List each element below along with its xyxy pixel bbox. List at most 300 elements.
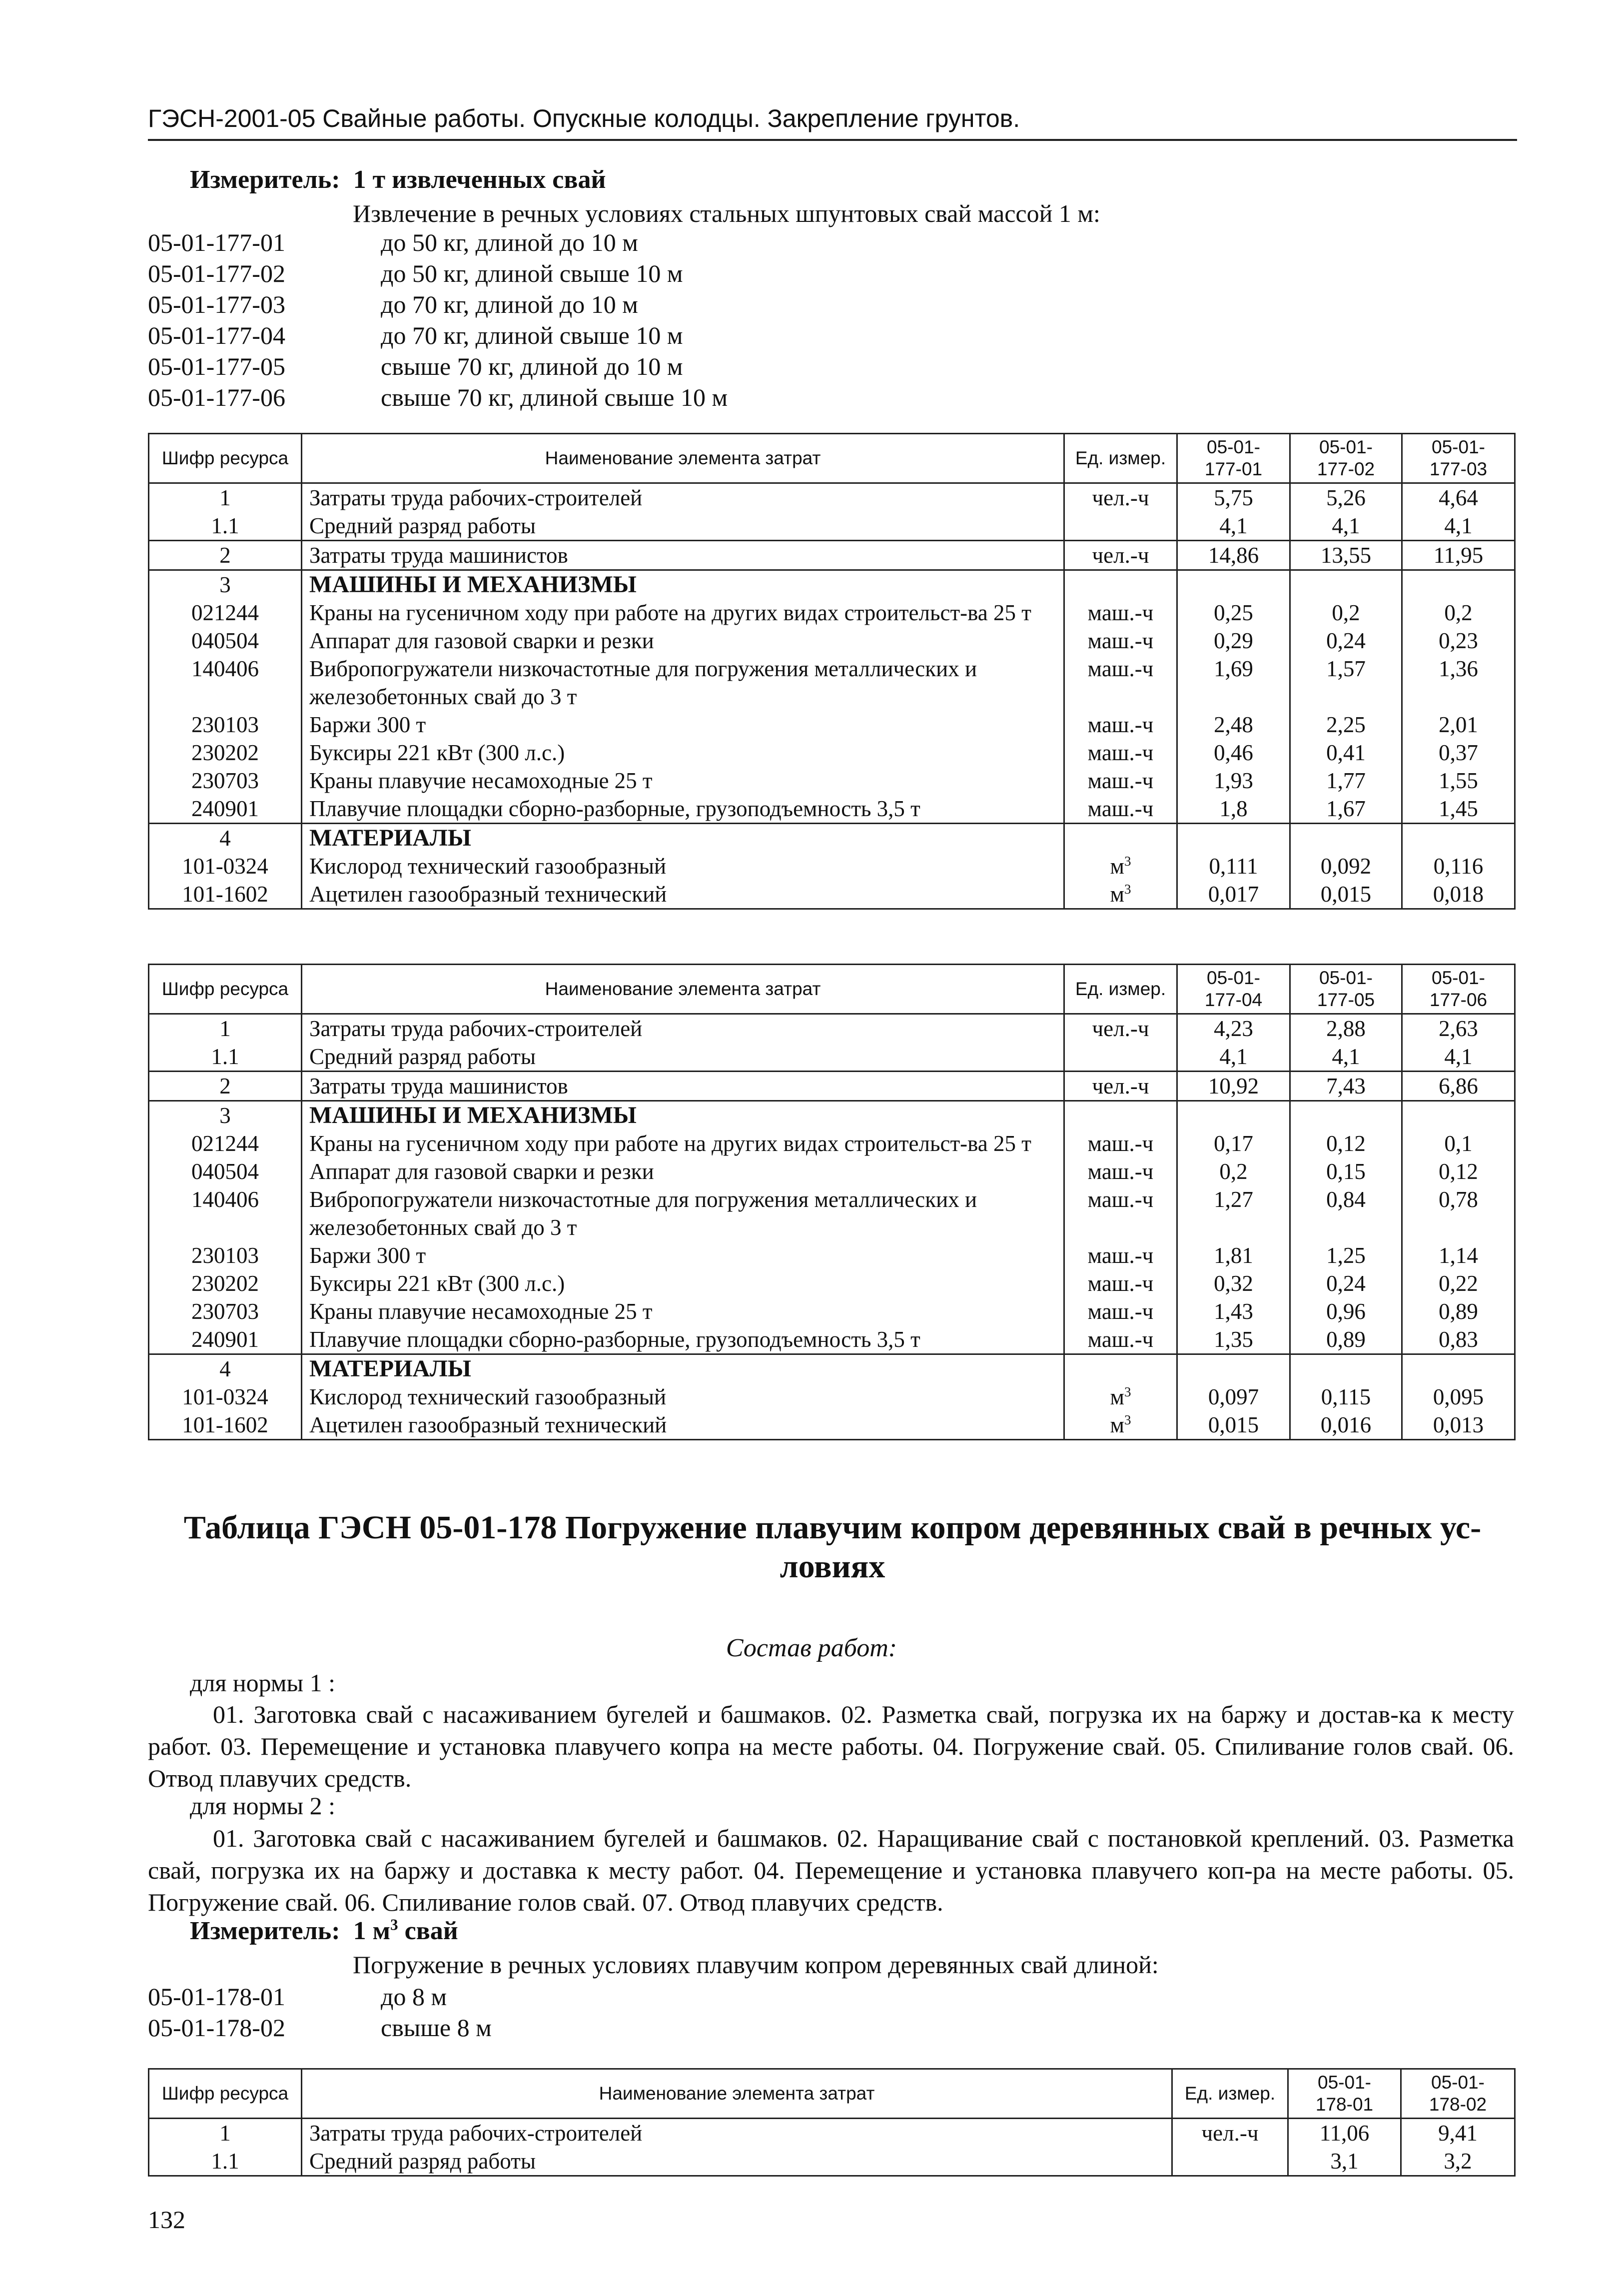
resource-code: 140406 [149, 1185, 302, 1241]
norm-value: 0,84 [1290, 1185, 1402, 1241]
unit-text: маш.-ч [1087, 600, 1154, 625]
resource-name: МАТЕРИАЛЫ [302, 1354, 1064, 1383]
resource-name: Затраты труда рабочих-строителей [302, 2119, 1172, 2148]
unit-text: чел.-ч [1092, 485, 1149, 510]
norm-value: 0,015 [1177, 1411, 1290, 1440]
norm-value: 0,32 [1177, 1269, 1290, 1297]
table-row [149, 1354, 1515, 1383]
norm-value: 0,22 [1402, 1269, 1515, 1297]
resource-code: 230202 [149, 1269, 302, 1297]
table-header-row [149, 2069, 1515, 2119]
resource-name: Плавучие площадки сборно-разборные, грузоподъемность 3,5 т [302, 1325, 1064, 1354]
norm2-text: 01. Заготовка свай с насаживанием бугелей и башмаков. 02. Наращивание свай с постановкой креплений. 03. Разметка свай, погрузка их на баржу и доставка к месту работ. 04. Перемещение и установка плавучего коп-ра на месте работы. 05. Погружение свай. 06. Спиливание голов свай. 07. Отвод плавучих средств. [148, 1824, 1514, 1916]
resource-table-177-04-06 [148, 964, 1516, 1440]
resource-name: Вибропогружатели низкочастотные для погружения металлических и железобетонных свай до 3 т [302, 1185, 1064, 1241]
resource-code: 230202 [149, 739, 302, 767]
resource-name: Кислород технический газообразный [302, 852, 1064, 880]
unit-text: маш.-ч [1087, 740, 1154, 765]
table-row [149, 2119, 1515, 2148]
norm-value [1177, 824, 1290, 853]
norm-value: 1,93 [1177, 767, 1290, 795]
resource-code: 101-1602 [149, 1411, 302, 1440]
table-header-row [149, 434, 1515, 483]
resource-unit [1064, 1101, 1177, 1130]
code-row [148, 321, 728, 352]
resource-code: 4 [149, 824, 302, 853]
table-row [149, 824, 1515, 853]
norm-text: до 50 кг, длиной свыше 10 м [381, 259, 683, 287]
norm-value: 0,15 [1290, 1157, 1402, 1185]
resource-unit [1064, 1185, 1177, 1241]
norm-value: 0,116 [1402, 852, 1515, 880]
resource-name: Буксиры 221 кВт (300 л.с.) [302, 1269, 1064, 1297]
norm-text: свыше 70 кг, длиной свыше 10 м [381, 383, 728, 411]
header-name: Наименование элемента затрат [302, 965, 1064, 1014]
unit-text: чел.-ч [1092, 1016, 1149, 1041]
unit-text: маш.-ч [1087, 1131, 1154, 1156]
norm-value: 2,48 [1177, 711, 1290, 739]
code-row [148, 259, 728, 290]
resource-code: 1.1 [149, 1043, 302, 1072]
norm-value: 13,55 [1290, 541, 1402, 570]
resource-code: 230703 [149, 767, 302, 795]
norm-value: 1,67 [1290, 795, 1402, 824]
norm-value: 0,29 [1177, 627, 1290, 655]
resource-unit [1064, 795, 1177, 824]
unit-superscript: 3 [1124, 882, 1131, 897]
norm-value: 0,89 [1290, 1325, 1402, 1354]
table-row [149, 1101, 1515, 1130]
resource-unit [1064, 1297, 1177, 1325]
table-title-178: Таблица ГЭСН 05-01-178 Погружение плавучим копром деревянных свай в речных ус-ловиях [183, 1509, 1482, 1585]
header-norm-column: 05-01- 177-03 [1402, 434, 1515, 483]
norm-code: 05-01-177-04 [148, 321, 285, 349]
resource-code: 040504 [149, 627, 302, 655]
resource-unit [1064, 541, 1177, 570]
resource-unit [1064, 1241, 1177, 1269]
norm-value: 0,2 [1177, 1157, 1290, 1185]
measure-label: Измеритель: [190, 1917, 340, 1945]
table-row [149, 655, 1515, 711]
table-row [149, 599, 1515, 627]
code-row [148, 2013, 492, 2044]
resource-unit [1064, 824, 1177, 853]
table-row [149, 852, 1515, 880]
norm-value [1290, 1354, 1402, 1383]
resource-unit [1172, 2147, 1288, 2176]
resource-code: 021244 [149, 599, 302, 627]
resource-name: МАТЕРИАЛЫ [302, 824, 1064, 853]
norm-value: 14,86 [1177, 541, 1290, 570]
norm-code: 05-01-177-02 [148, 259, 285, 287]
header-unit: Ед. измер. [1064, 965, 1177, 1014]
resource-unit [1064, 655, 1177, 711]
table-row [149, 739, 1515, 767]
resource-code: 240901 [149, 1325, 302, 1354]
norm-value: 4,23 [1177, 1014, 1290, 1043]
norm-value: 4,1 [1402, 512, 1515, 541]
header-norm-column: 05-01- 177-02 [1290, 434, 1402, 483]
norm-value: 11,06 [1288, 2119, 1401, 2148]
norm-text: до 70 кг, длиной до 10 м [381, 290, 638, 318]
unit-text: маш.-ч [1087, 1243, 1154, 1268]
resource-name: Краны на гусеничном ходу при работе на других видах строительст-ва 25 т [302, 1130, 1064, 1157]
table-row [149, 1043, 1515, 1072]
unit-text: маш.-ч [1087, 768, 1154, 793]
unit-text: м [1110, 854, 1124, 879]
norm-value: 6,86 [1402, 1072, 1515, 1101]
resource-code: 021244 [149, 1130, 302, 1157]
norm-value [1177, 570, 1290, 599]
resource-name: Затраты труда рабочих-строителей [302, 1014, 1064, 1043]
norm-value [1290, 1101, 1402, 1130]
header-norm-column: 05-01- 178-01 [1288, 2069, 1401, 2119]
resource-unit [1064, 1354, 1177, 1383]
resource-name: Кислород технический газообразный [302, 1383, 1064, 1411]
resource-unit [1064, 711, 1177, 739]
norm-text: до 50 кг, длиной до 10 м [381, 228, 638, 256]
resource-unit [1064, 767, 1177, 795]
resource-name: Краны плавучие несамоходные 25 т [302, 767, 1064, 795]
resource-code: 1 [149, 1014, 302, 1043]
norm-value: 0,092 [1290, 852, 1402, 880]
norm-text: до 70 кг, длиной свыше 10 м [381, 321, 683, 349]
table-row [149, 1072, 1515, 1101]
norm-value: 0,095 [1402, 1383, 1515, 1411]
resource-name: Средний разряд работы [302, 1043, 1064, 1072]
resource-unit [1064, 852, 1177, 880]
norm-value: 4,1 [1177, 1043, 1290, 1072]
resource-name: Аппарат для газовой сварки и резки [302, 627, 1064, 655]
norm1-text: 01. Заготовка свай с насаживанием бугелей и башмаков. 02. Разметка свай, погрузка их на баржу и достав-ка к месту работ. 03. Перемещение и установка плавучего копра на месте работы. 04. Погружение свай. 05. Спиливание голов свай. 06. Отвод плавучих средств. [148, 1700, 1514, 1792]
resource-name: Ацетилен газообразный технический [302, 880, 1064, 909]
header-code: Шифр ресурса [149, 965, 302, 1014]
norm-value: 0,23 [1402, 627, 1515, 655]
resource-code: 2 [149, 541, 302, 570]
unit-text: маш.-ч [1087, 1159, 1154, 1184]
composition-title: Состав работ: [726, 1634, 897, 1662]
resource-name: Баржи 300 т [302, 1241, 1064, 1269]
table-row [149, 1014, 1515, 1043]
norm-code: 05-01-177-05 [148, 352, 285, 380]
norm-value: 2,88 [1290, 1014, 1402, 1043]
resource-code: 4 [149, 1354, 302, 1383]
resource-name: МАШИНЫ И МЕХАНИЗМЫ [302, 1101, 1064, 1130]
resource-name: Затраты труда машинистов [302, 1072, 1064, 1101]
norm-value: 0,46 [1177, 739, 1290, 767]
norm-value: 1,25 [1290, 1241, 1402, 1269]
norm-value: 0,097 [1177, 1383, 1290, 1411]
resource-unit [1172, 2119, 1288, 2148]
header-code: Шифр ресурса [149, 434, 302, 483]
table-row [149, 1241, 1515, 1269]
resource-code: 230103 [149, 711, 302, 739]
table-row [149, 570, 1515, 599]
norm-value: 0,1 [1402, 1130, 1515, 1157]
norm-value: 0,12 [1402, 1157, 1515, 1185]
resource-code: 101-0324 [149, 852, 302, 880]
norm-value: 4,1 [1177, 512, 1290, 541]
resource-code: 1 [149, 483, 302, 512]
resource-unit [1064, 1130, 1177, 1157]
norm-value: 0,37 [1402, 739, 1515, 767]
norm-text: свыше 8 м [381, 2014, 492, 2042]
code-row [148, 383, 728, 414]
unit-text: чел.-ч [1201, 2121, 1259, 2146]
resource-name: Буксиры 221 кВт (300 л.с.) [302, 739, 1064, 767]
table-row [149, 627, 1515, 655]
unit-text: чел.-ч [1092, 543, 1149, 568]
resource-unit [1064, 739, 1177, 767]
unit-text: маш.-ч [1087, 628, 1154, 653]
resource-name: Затраты труда рабочих-строителей [302, 483, 1064, 512]
norm-value: 4,64 [1402, 483, 1515, 512]
resource-name: Аппарат для газовой сварки и резки [302, 1157, 1064, 1185]
norm-value [1402, 1101, 1515, 1130]
resource-unit [1064, 570, 1177, 599]
norm-value: 2,63 [1402, 1014, 1515, 1043]
unit-text: м [1110, 882, 1124, 907]
norm-value [1177, 1354, 1290, 1383]
intro-177: Извлечение в речных условиях стальных шпунтовых свай массой 1 м: [353, 199, 1100, 227]
table-row [149, 711, 1515, 739]
table-row [149, 1157, 1515, 1185]
norm-value: 3,1 [1288, 2147, 1401, 2176]
resource-code: 140406 [149, 655, 302, 711]
resource-code: 230703 [149, 1297, 302, 1325]
norm-value [1290, 824, 1402, 853]
resource-unit [1064, 1157, 1177, 1185]
unit-text: м [1110, 1384, 1124, 1409]
norm-value [1290, 570, 1402, 599]
unit-text: чел.-ч [1092, 1074, 1149, 1099]
norm-value [1402, 570, 1515, 599]
norm-value: 1,14 [1402, 1241, 1515, 1269]
intro-178: Погружение в речных условиях плавучим копром деревянных свай длиной: [353, 1951, 1159, 1979]
norm-value: 1,69 [1177, 655, 1290, 711]
resource-name: Краны плавучие несамоходные 25 т [302, 1297, 1064, 1325]
measure-value-post: свай [398, 1917, 458, 1945]
header-name: Наименование элемента затрат [302, 2069, 1172, 2119]
table-row [149, 1383, 1515, 1411]
resource-unit [1064, 512, 1177, 541]
resource-code: 3 [149, 1101, 302, 1130]
table-row [149, 541, 1515, 570]
norm-value: 0,83 [1402, 1325, 1515, 1354]
resource-unit [1064, 1325, 1177, 1354]
norm-value: 0,12 [1290, 1130, 1402, 1157]
resource-name: Средний разряд работы [302, 2147, 1172, 2176]
unit-superscript: 3 [1124, 1384, 1131, 1399]
measure-sup: 3 [390, 1916, 398, 1934]
page-number: 132 [148, 2206, 185, 2234]
norm-value: 0,24 [1290, 1269, 1402, 1297]
measure-177 [190, 165, 606, 194]
norm-code: 05-01-177-01 [148, 228, 285, 256]
code-row [148, 1982, 492, 2013]
norm-value: 0,2 [1402, 599, 1515, 627]
unit-text: маш.-ч [1087, 1271, 1154, 1296]
norm-value: 0,017 [1177, 880, 1290, 909]
norm-value: 11,95 [1402, 541, 1515, 570]
resource-name: Ацетилен газообразный технический [302, 1411, 1064, 1440]
unit-text: маш.-ч [1087, 1299, 1154, 1324]
norm-code: 05-01-178-01 [148, 1983, 285, 2011]
resource-name: Средний разряд работы [302, 512, 1064, 541]
measure-value: 1 т извлеченных свай [353, 165, 606, 194]
table-row [149, 1269, 1515, 1297]
norm-value: 2,01 [1402, 711, 1515, 739]
norm-value: 1,35 [1177, 1325, 1290, 1354]
unit-superscript: 3 [1124, 1412, 1131, 1427]
unit-text: маш.-ч [1087, 1327, 1154, 1352]
header-norm-column: 05-01- 177-05 [1290, 965, 1402, 1014]
table-row [149, 483, 1515, 512]
resource-unit [1064, 627, 1177, 655]
norm-value: 0,015 [1290, 880, 1402, 909]
resource-code: 3 [149, 570, 302, 599]
norm-value: 0,2 [1290, 599, 1402, 627]
norm-value: 0,24 [1290, 627, 1402, 655]
norm-value: 0,013 [1402, 1411, 1515, 1440]
norm-value [1402, 824, 1515, 853]
resource-code: 101-1602 [149, 880, 302, 909]
table-row [149, 512, 1515, 541]
table-row [149, 1185, 1515, 1241]
resource-code: 1.1 [149, 512, 302, 541]
code-row [148, 228, 728, 259]
unit-superscript: 3 [1124, 854, 1131, 869]
norm-value: 1,36 [1402, 655, 1515, 711]
resource-unit [1064, 880, 1177, 909]
norm-value: 0,018 [1402, 880, 1515, 909]
header-name: Наименование элемента затрат [302, 434, 1064, 483]
header-code: Шифр ресурса [149, 2069, 302, 2119]
resource-unit [1064, 1383, 1177, 1411]
table-header-row [149, 965, 1515, 1014]
norm-value: 4,1 [1402, 1043, 1515, 1072]
norm-value: 4,1 [1290, 1043, 1402, 1072]
resource-name: Затраты труда машинистов [302, 541, 1064, 570]
resource-name: Баржи 300 т [302, 711, 1064, 739]
resource-name: Вибропогружатели низкочастотные для погружения металлических и железобетонных свай до 3 т [302, 655, 1064, 711]
resource-unit [1064, 483, 1177, 512]
norm-value: 1,8 [1177, 795, 1290, 824]
norm-value: 1,45 [1402, 795, 1515, 824]
resource-unit [1064, 1014, 1177, 1043]
norm-value: 0,25 [1177, 599, 1290, 627]
table-row [149, 1325, 1515, 1354]
resource-code: 230103 [149, 1241, 302, 1269]
norm-value: 5,26 [1290, 483, 1402, 512]
unit-text: маш.-ч [1087, 796, 1154, 821]
header-norm-column: 05-01- 177-01 [1177, 434, 1290, 483]
header-norm-column: 05-01- 177-04 [1177, 965, 1290, 1014]
code-list-178 [148, 1982, 492, 2044]
table-row [149, 880, 1515, 909]
table-row [149, 1297, 1515, 1325]
resource-table-177-01-03 [148, 433, 1516, 910]
norm-value: 4,1 [1290, 512, 1402, 541]
norm-value: 0,111 [1177, 852, 1290, 880]
resource-unit [1064, 1043, 1177, 1072]
norm1-label: для нормы 1 : [190, 1669, 336, 1697]
norm-value: 5,75 [1177, 483, 1290, 512]
norm-value: 2,25 [1290, 711, 1402, 739]
norm-value [1177, 1101, 1290, 1130]
norm-value: 1,77 [1290, 767, 1402, 795]
unit-text: м [1110, 1412, 1124, 1437]
measure-label: Измеритель: [190, 165, 340, 194]
norm-value: 1,27 [1177, 1185, 1290, 1241]
norm-value: 0,89 [1402, 1297, 1515, 1325]
header-unit: Ед. измер. [1064, 434, 1177, 483]
table-row [149, 1130, 1515, 1157]
norm-value: 1,57 [1290, 655, 1402, 711]
norm-value: 1,81 [1177, 1241, 1290, 1269]
norm-value [1402, 1354, 1515, 1383]
resource-unit [1064, 1269, 1177, 1297]
running-header: ГЭСН-2001-05 Свайные работы. Опускные колодцы. Закрепление грунтов. [148, 104, 1517, 141]
resource-code: 1.1 [149, 2147, 302, 2176]
resource-unit [1064, 1411, 1177, 1440]
resource-name: МАШИНЫ И МЕХАНИЗМЫ [302, 570, 1064, 599]
norm-value: 10,92 [1177, 1072, 1290, 1101]
norm-value: 1,55 [1402, 767, 1515, 795]
code-row [148, 352, 728, 383]
header-norm-column: 05-01- 177-06 [1402, 965, 1515, 1014]
norm-value: 1,43 [1177, 1297, 1290, 1325]
norm-value: 7,43 [1290, 1072, 1402, 1101]
norm-text: свыше 70 кг, длиной до 10 м [381, 352, 683, 380]
resource-name: Краны на гусеничном ходу при работе на других видах строительст-ва 25 т [302, 599, 1064, 627]
unit-text: маш.-ч [1087, 1187, 1154, 1212]
norm-value: 0,96 [1290, 1297, 1402, 1325]
norm-value: 9,41 [1401, 2119, 1515, 2148]
resource-code: 240901 [149, 795, 302, 824]
measure-value: 1 м [353, 1917, 391, 1945]
resource-unit [1064, 599, 1177, 627]
resource-name: Плавучие площадки сборно-разборные, грузоподъемность 3,5 т [302, 795, 1064, 824]
norm-code: 05-01-178-02 [148, 2014, 285, 2042]
norm-value: 3,2 [1401, 2147, 1515, 2176]
norm-code: 05-01-177-03 [148, 290, 285, 318]
resource-unit [1064, 1072, 1177, 1101]
code-row [148, 290, 728, 321]
norm-text: до 8 м [381, 1983, 447, 2011]
norm-value: 0,78 [1402, 1185, 1515, 1241]
norm-value: 0,41 [1290, 739, 1402, 767]
resource-code: 040504 [149, 1157, 302, 1185]
resource-table-178 [148, 2068, 1516, 2177]
table-row [149, 767, 1515, 795]
norm2-label: для нормы 2 : [190, 1792, 336, 1820]
resource-code: 2 [149, 1072, 302, 1101]
unit-text: маш.-ч [1087, 712, 1154, 737]
header-norm-column: 05-01- 178-02 [1401, 2069, 1515, 2119]
table-row [149, 1411, 1515, 1440]
norm-value: 0,115 [1290, 1383, 1402, 1411]
measure-178 [190, 1916, 458, 1946]
resource-code: 1 [149, 2119, 302, 2148]
table-row [149, 2147, 1515, 2176]
norm-value: 0,17 [1177, 1130, 1290, 1157]
unit-text: маш.-ч [1087, 656, 1154, 681]
table-row [149, 795, 1515, 824]
resource-code: 101-0324 [149, 1383, 302, 1411]
code-list-177 [148, 228, 728, 414]
norm-code: 05-01-177-06 [148, 383, 285, 411]
